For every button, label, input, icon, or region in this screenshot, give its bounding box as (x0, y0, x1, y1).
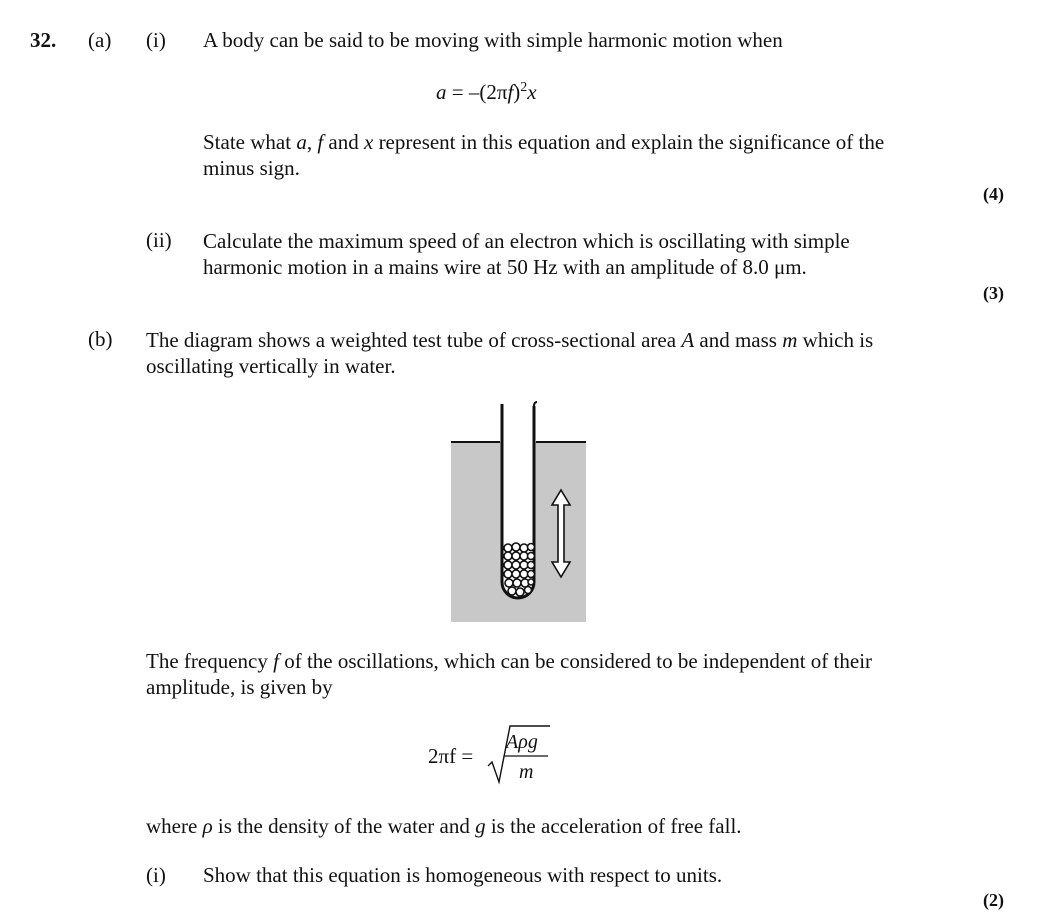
part-a-i-label: (i) (146, 28, 166, 52)
part-a-i-question (203, 129, 884, 181)
eq-equals: = –(2π (446, 80, 508, 104)
text-fragment: , (306, 130, 313, 154)
marks-b-i: (2) (983, 890, 1004, 910)
marks-a-i: (4) (983, 184, 1004, 204)
eq-close: ) (513, 80, 521, 104)
var-x: x (363, 130, 374, 154)
text-line: oscillating vertically in water. (146, 354, 396, 378)
text-line: minus sign. (203, 156, 300, 180)
eq-x: x (527, 80, 537, 104)
text-fragment: represent in this equation and explain the significance of the (373, 130, 885, 154)
text-fragment: and mass (694, 328, 783, 352)
eq-f: f (507, 80, 514, 104)
shm-equation (436, 80, 537, 105)
part-a-ii-question (203, 228, 850, 280)
where-line (146, 814, 742, 839)
freq-eq-lhs: 2πf = (428, 744, 474, 768)
part-b-i-question: Show that this equation is homogeneous with respect to units. (203, 863, 723, 887)
part-b-intro (146, 327, 873, 379)
text-fragment: The frequency (146, 649, 274, 673)
marks-a-ii: (3) (983, 283, 1004, 303)
eq-a: a (436, 80, 447, 104)
var-a: a (296, 130, 307, 154)
var-rho: ρ (202, 814, 213, 838)
part-a-label: (a) (88, 28, 112, 52)
eq-sup: 2 (520, 80, 528, 95)
tube-lip (534, 402, 537, 406)
var-f: f (317, 130, 324, 154)
part-b-label: (b) (88, 327, 113, 351)
part-a-ii-label: (ii) (146, 228, 172, 252)
text-fragment: of the oscillations, which can be considered to be independent of their (278, 649, 873, 673)
text-fragment: and (323, 130, 364, 154)
var-f: f (273, 649, 279, 673)
question-number: 32. (30, 28, 57, 52)
freq-eq-denominator: m (519, 761, 534, 783)
text-line: amplitude, is given by (146, 675, 333, 699)
var-g: g (475, 814, 486, 838)
text-line: Calculate the maximum speed of an electron which is oscillating with simple (203, 229, 850, 253)
part-a-i-intro: A body can be said to be moving with simple harmonic motion when (203, 28, 783, 52)
text-fragment: is the density of the water and (212, 814, 476, 838)
var-m: m (782, 328, 798, 352)
text-fragment: which is (797, 328, 874, 352)
text-fragment: where (146, 814, 203, 838)
part-b-i-label: (i) (146, 863, 166, 887)
part-b-frequency-text (146, 648, 872, 700)
var-A: A (681, 328, 695, 352)
text-fragment: is the acceleration of free fall. (485, 814, 742, 838)
freq-eq-numerator: Aρg (506, 731, 538, 753)
text-fragment: State what (203, 130, 297, 154)
text-fragment: The diagram shows a weighted test tube of cross-sectional area (146, 328, 682, 352)
text-line: harmonic motion in a mains wire at 50 Hz with an amplitude of 8.0 μm. (203, 255, 807, 279)
test-tube-diagram (440, 396, 600, 628)
